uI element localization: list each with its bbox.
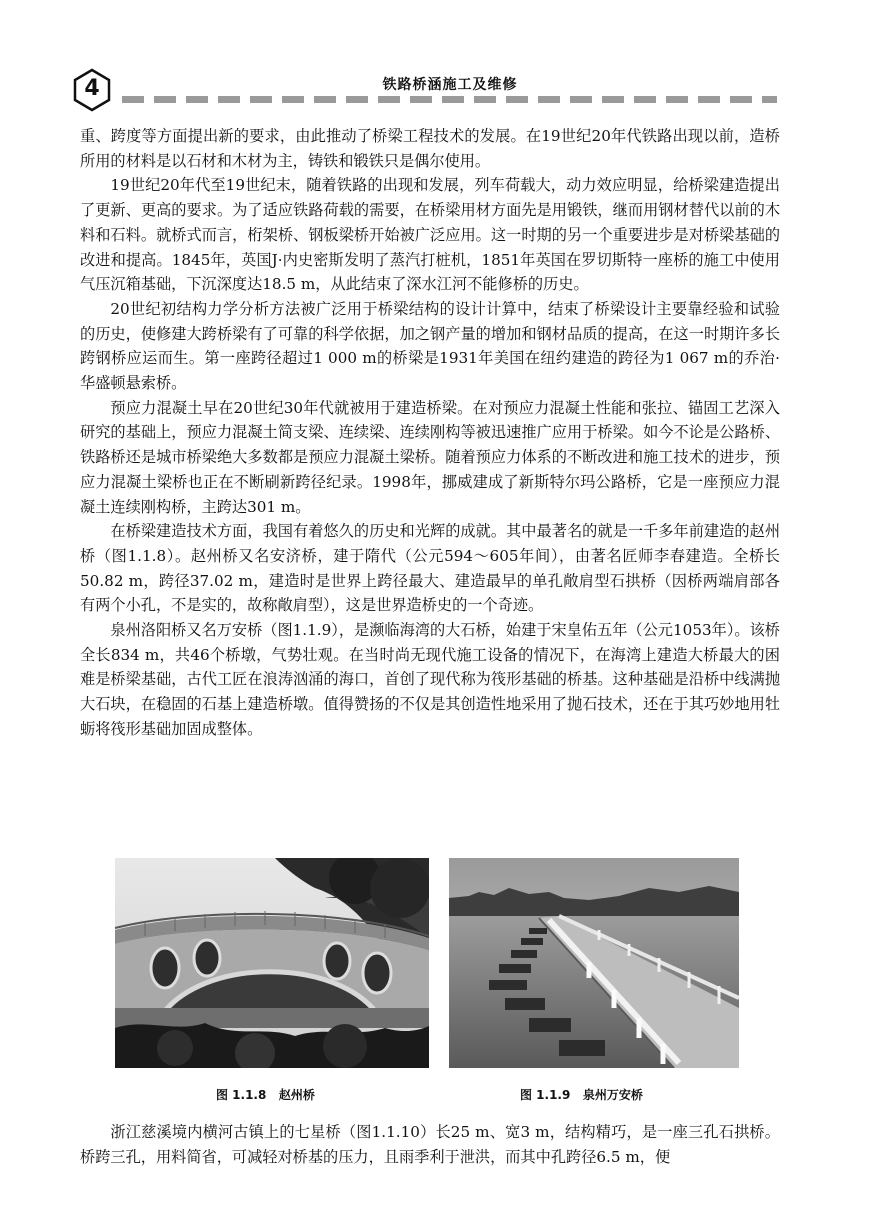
paragraph: 预应力混凝土早在20世纪30年代就被用于建造桥梁。在对预应力混凝土性能和张拉、锚固工艺深入研究的基础上，预应力混凝土简支梁、连续梁、连续刚构等被迅速推广应用于桥梁。如今不论是公路桥、铁路桥还是城市桥梁绝大多数都是预应力混凝土梁桥。随着预应力体系的不断改进和施工技术的进步，预应力混凝土梁桥也正在不断刷新跨径纪录。1998年，挪威建成了新斯特尔玛公路桥，它是一座预应力混凝土连续刚构桥，主跨达301 m。 [80,398,780,516]
paragraph: 重、跨度等方面提出新的要求，由此推动了桥梁工程技术的发展。在19世纪20年代铁路出现以前，造桥所用的材料是以石材和木材为主，铸铁和锻铁只是偶尔使用。 [80,127,780,170]
caption-title: 泉州万安桥 [582,1088,643,1102]
header-dash-rule [122,96,777,103]
page-header [0,0,869,110]
paragraph: 20世纪初结构力学分析方法被广泛用于桥梁结构的设计计算中，结束了桥梁设计主要靠经验和试验的历史，使修建大跨桥梁有了可靠的科学依据，加之钢产量的增加和钢材品质的提高，在这一时期许多长跨钢桥应运而生。第一座跨径超过1 000 m的桥梁是1931年美国在纽约建造的跨径为1 067 m的乔治·华盛顿悬索桥。 [80,299,780,393]
caption-title: 赵州桥 [278,1088,315,1102]
paragraph: 泉州洛阳桥又名万安桥（图1.1.9），是濒临海湾的大石桥，始建于宋皇佑五年（公元1053年）。该桥全长834 m，共46个桥墩，气势壮观。在当时尚无现代施工设备的情况下，在海湾上建造大桥最大的困难是桥梁基础，古代工匠在浪涛汹涌的海口，首创了现代称为筏形基础的桥基。这种基础是沿桥中线满抛大石块，在稳固的石基上建造桥墩。值得赞扬的不仅是其创造性地采用了抛石技术，还在于其巧妙地用牡蛎将筏形基础加固成整体。 [80,621,780,738]
zhaozhou-bridge-photo [115,858,429,1068]
figure-row [0,858,869,1108]
figure-caption-zhaozhou [216,1086,315,1103]
paragraph: 19世纪20年代至19世纪末，随着铁路的出现和发展，列车荷载大，动力效应明显，给桥梁建造提出了更新、更高的要求。为了适应铁路荷载的需要，在桥梁用材方面先是用锻铁，继而用钢材替代以前的木料和石料。就桥式而言，桁架桥、钢板梁桥开始被广泛应用。这一时期的另一个重要进步是对桥梁基础的改进和提高。1845年，英国J·内史密斯发明了蒸汽打桩机，1851年英国在罗切斯特一座桥的施工中使用气压沉箱基础，下沉深度达18.5 m，从此结束了深水江河不能修桥的历史。 [80,176,780,294]
paragraph: 浙江慈溪境内横河古镇上的七星桥（图1.1.10）长25 m、宽3 m，结构精巧，是一座三孔石拱桥。桥跨三孔，用料简省，可减轻对桥基的压力，且雨季利于泄洪，而其中孔跨径6.5 m，便 [80,1123,780,1166]
figure-caption-wanan [520,1086,643,1103]
figure-wanan-bridge [449,858,739,1068]
paragraph: 在桥梁建造技术方面，我国有着悠久的历史和光辉的成就。其中最著名的就是一千多年前建造的赵州桥（图1.1.8）。赵州桥又名安济桥，建于隋代（公元594～605年间），由著名匠师李春建造。全桥长50.82 m，跨径37.02 m，建造时是世界上跨径最大、建造最早的单孔敞肩型石拱桥（因桥两端肩部各有两个小孔，不是实的，故称敞肩型），这是世界造桥史的一个奇迹。 [80,522,780,615]
caption-number: 图 1.1.8 [216,1088,267,1102]
wanan-bridge-photo [449,858,739,1068]
body-text-bottom [80,1120,780,1170]
running-title: 铁路桥涵施工及维修 [382,77,518,93]
body-text [80,124,780,742]
figure-zhaozhou-bridge [115,858,429,1068]
page-number-badge [72,68,112,112]
caption-number: 图 1.1.9 [520,1088,571,1102]
page-number: 4 [84,76,100,101]
